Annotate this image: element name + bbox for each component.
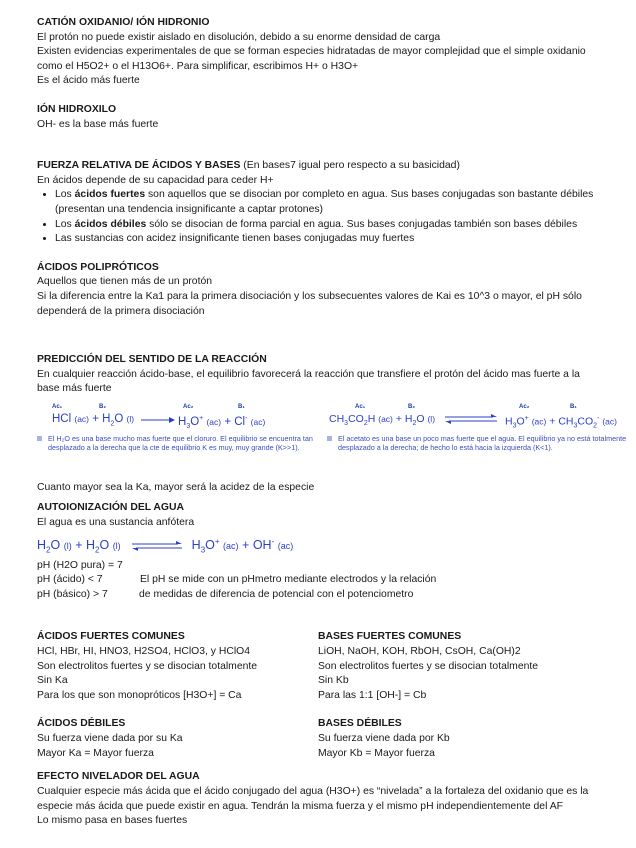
section-title: FUERZA RELATIVA DE ÁCIDOS Y BASES (En bases7 igual pero respecto a su basicidad) [37, 160, 460, 172]
section-ion-hidroxilo [37, 103, 612, 132]
text-line: En cualquier reacción ácido-base, el equilibrio favorecerá la reacción que transfiere el protón del ácido mas fuerte a la [37, 368, 580, 380]
section-title: EFECTO NIVELADOR DEL AGUA [37, 771, 200, 783]
text-line: OH- es la base más fuerte [37, 118, 159, 130]
text-line: Son electrolitos fuertes y se disocian totalmente [318, 660, 539, 672]
species-labels: Ac₁ B₂ Ac₂ B₁ [355, 403, 577, 410]
chemical-equation: HCl $(ac) + H_2O$ (l) $H_3O^+$ (ac) + Cl- (ac) [52, 412, 266, 430]
text-line: Aquellos que tienen más de un protón [37, 276, 213, 288]
section-title: ÁCIDOS FUERTES COMUNES [37, 631, 185, 643]
section-title: ÁCIDOS DÉBILES [37, 718, 126, 730]
note-bullet-icon [327, 436, 332, 441]
section-title: ÁCIDOS POLIPRÓTICOS [37, 261, 159, 273]
text-line: Lo mismo pasa en bases fuertes [37, 815, 188, 827]
text-line: dependerá de la primera disociación [37, 305, 205, 317]
section-title: BASES FUERTES COMUNES [318, 631, 462, 643]
text-line: Son electrolitos fuertes y se disocian totalmente [37, 660, 258, 672]
column-bases [318, 630, 593, 761]
section-prediccion [37, 353, 627, 495]
bullet-list [37, 188, 612, 246]
section-autoionizacion [37, 501, 612, 602]
text-line: Existen evidencias experimentales de que se forman especies hidratadas de mayor complejidad que el simple oxidanio [37, 46, 586, 58]
text-line: Para las 1:1 [OH-] = Cb [318, 689, 427, 701]
text-line: especie más ácida que puede existir en agua. Tendrán la misma fuerza y el mismo pH independientemente del AF [37, 800, 563, 812]
text-line: LiOH, NaOH, KOH, RbOH, CsOH, Ca(OH)2 [318, 646, 521, 658]
equilibrium-arrow-icon [132, 541, 182, 551]
section-fuerza-relativa [37, 159, 612, 247]
ph-acid: pH (ácido) < 7 [37, 574, 103, 586]
forward-arrow-icon [141, 417, 175, 423]
text-line: Cualquier especie más ácida que el ácido conjugado del agua (H3O+) es “nivelada” a la fortaleza del oxidanio que es la [37, 786, 589, 798]
reaction-examples [37, 400, 627, 466]
equilibrium-arrow-icon [445, 414, 497, 424]
section-title: BASES DÉBILES [318, 718, 402, 730]
reaction-acetic [327, 400, 627, 452]
section-subtitle: (En bases7 igual pero respecto a su basicidad) [240, 160, 460, 172]
text-line: El pH se mide con un pHmetro mediante electrodos y la relación [140, 574, 437, 586]
section-efecto-nivelador [37, 770, 612, 828]
list-item: • Los ácidos fuertes son aquellos que se disocian por completo en agua. Sus bases conjugadas son bastante débiles (presentan una tendencia insignificante a captar protones) [55, 188, 612, 217]
text-line: HCl, HBr, HI, HNO3, H2SO4, HClO3, y HClO4 [37, 646, 251, 658]
section-cation-oxidanio [37, 16, 612, 89]
text-line: Mayor Kb = Mayor fuerza [318, 747, 435, 759]
text-line: El protón no puede existir aislado en disolución, debido a su enorme densidad de carga [37, 31, 441, 43]
column-acids [37, 630, 312, 761]
text-line: Sin Ka [37, 675, 68, 687]
water-autoionization-equation: $H_2O$ $(l) + H_2O$ (l) $H_3O^+$ (ac) + OH- (ac) [37, 536, 294, 555]
ph-row [37, 588, 612, 603]
section-title: AUTOIONIZACIÓN DEL AGUA [37, 502, 185, 514]
list-item: • Los ácidos débiles sólo se disocian de forma parcial en agua. Sus bases conjugadas también son bases débiles [55, 218, 612, 233]
species-labels: Ac₁ B₂ Ac₂ B₁ [52, 403, 245, 410]
text-line: El agua es una sustancia anfótera [37, 517, 195, 529]
text-line: Sin Kb [318, 675, 349, 687]
text-line: Cuanto mayor sea la Ka, mayor será la acidez de la especie [37, 481, 315, 493]
ph-neutral: pH (H2O pura) = 7 [37, 559, 123, 571]
text-line: base más fuerte [37, 383, 112, 395]
text-line: Si la diferencia entre la Ka1 para la primera disociación y los subsecuentes valores de Kai es 10^3 o mayor, el pH sólo [37, 290, 582, 302]
text-line: Es el ácido más fuerte [37, 75, 140, 87]
reaction-hcl [37, 400, 327, 452]
section-title: PREDICCIÓN DEL SENTIDO DE LA REACCIÓN [37, 354, 267, 366]
ph-row [37, 573, 612, 588]
list-item: • Las sustancias con acidez insignificante tienen bases conjugadas muy fuertes [55, 232, 612, 247]
text-line: Mayor Ka = Mayor fuerza [37, 747, 154, 759]
text-line: Su fuerza viene dada por Kb [318, 733, 450, 744]
chemical-equation: $CH_3CO_2H$ $(ac) + H_2O$ (l) $H_3O^+$ $(ac) + CH_3CO_2^-$ (ac) [329, 412, 617, 430]
section-title: CATIÓN OXIDANIO/ IÓN HIDRONIO [37, 17, 210, 28]
document-page [37, 16, 627, 829]
text-line: En ácidos depende de su capacidad para ceder H+ [37, 174, 274, 186]
text-line: de medidas de diferencia de potencial con el potenciometro [139, 588, 414, 600]
strong-weak-columns [37, 630, 612, 770]
text-line: Su fuerza viene dada por su Ka [37, 733, 183, 744]
reaction-note: El acetato es una base un poco mas fuerte que el agua. El equilibrio ya no está totalmente desplazado a la derecha; de hecho lo está hacia la izquierda (K<1). [327, 434, 627, 452]
reaction-note: El H₂O es una base mucho mas fuerte que el cloruro. El equilibrio se encuentra tan desplazado a la derecha que la cte de equilibrio K es muy, muy grande (K>>1). [37, 434, 327, 452]
section-title: IÓN HIDROXILO [37, 103, 117, 115]
note-bullet-icon [37, 436, 42, 441]
text-line: como el H5O2+ o el H13O6+. Para simplificar, escribimos H+ o H3O+ [37, 60, 359, 72]
text-line: Para los que son monopróticos [H3O+] = Ca [37, 689, 242, 701]
ph-basic: pH (básico) > 7 [37, 588, 108, 600]
section-acidos-poliproticos [37, 261, 612, 319]
